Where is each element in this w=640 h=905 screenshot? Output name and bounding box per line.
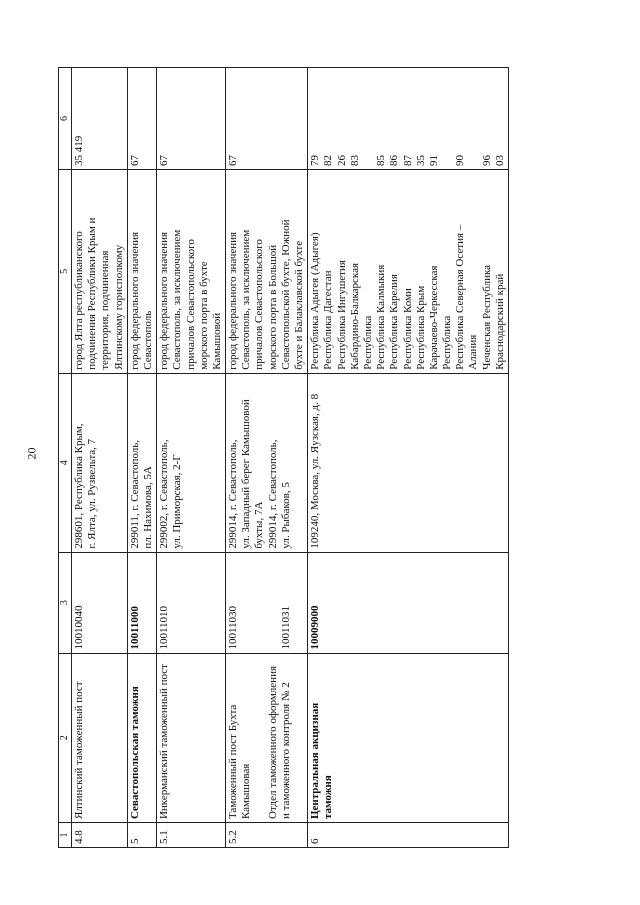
- cell-line: [362, 71, 375, 166]
- row-number-cell: 5.2: [226, 823, 308, 848]
- cell-line: таможня: [322, 775, 335, 820]
- cell-line: 299014, г. Севастополь,: [266, 439, 279, 549]
- cell-line: подчинения Республики Крым и: [86, 217, 99, 370]
- row-number-cell: 4.8: [72, 823, 128, 848]
- header-cell: 2: [59, 653, 72, 823]
- header-row: [59, 68, 72, 848]
- customs-code-cell: [127, 552, 156, 653]
- cell-line: морского порта в Большой: [266, 244, 279, 370]
- cell-line: Севастополь, за исключением: [171, 229, 184, 370]
- cell-line: Республика Северная Осетия –: [454, 224, 467, 370]
- cell-line: город Ялта республиканского: [73, 231, 85, 370]
- cell-line: 79: [309, 154, 322, 166]
- header-cell: 1: [59, 823, 72, 848]
- oktmo-code-cell: [157, 68, 226, 170]
- row-number-cell: 5: [127, 823, 156, 848]
- rotated-table-container: [58, 67, 579, 848]
- cell-line: Краснодарский край: [493, 273, 506, 370]
- region-cell: [72, 169, 128, 373]
- cell-line: Отдел таможенного оформления: [266, 665, 279, 820]
- cell-line: Карачаево-Черкесская: [427, 265, 440, 370]
- cell-line: [253, 657, 266, 820]
- cell-line: 67: [158, 154, 171, 166]
- cell-line: причалов Севастопольского: [253, 239, 266, 370]
- oktmo-code-cell: [308, 68, 509, 170]
- customs-code-cell: [308, 552, 509, 653]
- cell-line: Инкерманский таможенный пост: [158, 664, 171, 820]
- cell-line: Кабардино-Балкарская: [348, 262, 361, 370]
- cell-line: Севастополь: [141, 310, 154, 370]
- cell-line: [267, 556, 280, 650]
- cell-line: Республика Адыгея (Адыгея): [309, 232, 322, 370]
- customs-code-cell: [157, 552, 226, 653]
- cell-line: 299011, г. Севастополь,: [128, 439, 141, 549]
- cell-line: [240, 556, 253, 650]
- cell-line: 87: [401, 154, 414, 166]
- address-cell: [72, 373, 128, 552]
- cell-line: 03: [493, 154, 506, 166]
- cell-line: 298601, Республика Крым,: [73, 423, 85, 549]
- page-number: 20: [24, 447, 39, 460]
- customs-code-cell: [72, 552, 128, 653]
- oktmo-code-cell: [72, 68, 128, 170]
- header-cell: 5: [59, 169, 72, 373]
- header-cell: 6: [59, 68, 72, 170]
- cell-line: бухты, 7А: [253, 501, 266, 549]
- cell-line: 10011010: [158, 605, 171, 650]
- oktmo-code-cell: [127, 68, 156, 170]
- cell-line: Республика Ингушетия: [335, 260, 348, 370]
- cell-line: Республика: [361, 315, 374, 370]
- cell-line: ул. Рыбаков, 5: [279, 482, 292, 549]
- address-cell: [226, 373, 308, 552]
- cell-line: 109240, Москва, ул. Яузская, д. 8: [309, 393, 322, 549]
- cell-line: город федерального значения: [158, 231, 171, 370]
- cell-line: 85: [375, 154, 388, 166]
- table-row: [157, 68, 226, 848]
- cell-line: Республика: [441, 315, 454, 370]
- cell-line: Республика Карелия: [388, 274, 401, 370]
- cell-line: 10010040: [73, 605, 85, 650]
- customs-name-cell: [226, 653, 308, 823]
- cell-line: 299014, г. Севастополь,: [227, 439, 240, 549]
- customs-table: [58, 67, 509, 848]
- cell-line: 96: [480, 154, 493, 166]
- cell-line: 67: [128, 154, 141, 166]
- cell-line: Республика Коми: [401, 288, 414, 370]
- header-cell: 4: [59, 373, 72, 552]
- cell-line: Алания: [467, 334, 480, 370]
- cell-line: причалов Севастопольского: [184, 239, 197, 370]
- customs-name-cell: [127, 653, 156, 823]
- cell-line: Ялтинскому горисполкому: [112, 244, 125, 370]
- cell-line: Севастопольской бухте, Южной: [279, 219, 292, 370]
- cell-line: Севастопольская таможня: [128, 686, 141, 820]
- address-cell: [308, 373, 509, 552]
- cell-line: 86: [388, 154, 401, 166]
- cell-line: Севастополь, за исключением: [240, 229, 253, 370]
- cell-line: и таможенного контроля № 2: [279, 682, 292, 820]
- cell-line: [441, 71, 454, 166]
- address-cell: [127, 373, 156, 552]
- cell-line: г. Ялта, ул. Рузвельта, 7: [86, 438, 99, 549]
- cell-line: 10011031: [279, 605, 292, 650]
- table-row: [72, 68, 128, 848]
- cell-line: ул. Приморская, 2-Г: [171, 454, 184, 549]
- cell-line: 35: [414, 154, 427, 166]
- table-row: [127, 68, 156, 848]
- cell-line: Камышовой: [210, 312, 223, 370]
- cell-line: территория, подчиненная: [99, 250, 112, 370]
- customs-name-cell: [72, 653, 128, 823]
- table-row: [226, 68, 308, 848]
- row-number-cell: 6: [308, 823, 509, 848]
- cell-line: Таможенный пост Бухта: [227, 704, 240, 820]
- cell-line: Чеченская Республика: [480, 264, 493, 370]
- address-cell: [157, 373, 226, 552]
- cell-line: Камышовая: [240, 763, 253, 820]
- cell-line: город федерального значения: [227, 231, 240, 370]
- cell-line: Центральная акцизная: [309, 702, 322, 820]
- cell-line: 91: [427, 154, 440, 166]
- cell-line: бухте и Балаклавской бухте: [293, 240, 305, 370]
- oktmo-code-cell: [226, 68, 308, 170]
- region-cell: [157, 169, 226, 373]
- cell-line: 10011030: [227, 605, 240, 650]
- cell-line: город федерального значения: [128, 231, 141, 370]
- cell-line: морского порта в бухте: [197, 261, 210, 370]
- cell-line: 90: [454, 154, 467, 166]
- row-number-cell: 5.1: [157, 823, 226, 848]
- cell-line: ул. Западный берег Камышовой: [240, 399, 253, 549]
- cell-line: [467, 71, 480, 166]
- cell-line: 10009000: [309, 605, 322, 650]
- cell-line: 26: [335, 154, 348, 166]
- cell-line: пл. Нахимова, 5А: [141, 466, 154, 549]
- cell-line: 67: [227, 154, 240, 166]
- cell-line: Республика Крым: [414, 285, 427, 370]
- cell-line: Ялтинский таможенный пост: [73, 681, 85, 820]
- cell-line: 299002, г. Севастополь,: [158, 439, 171, 549]
- customs-name-cell: [157, 653, 226, 823]
- table-row: [308, 68, 509, 848]
- customs-name-cell: [308, 653, 509, 823]
- header-cell: 3: [59, 552, 72, 653]
- cell-line: Республика Калмыкия: [375, 264, 388, 370]
- region-cell: [127, 169, 156, 373]
- customs-code-cell: [226, 552, 308, 653]
- cell-line: 82: [322, 154, 335, 166]
- region-cell: [308, 169, 509, 373]
- cell-line: [253, 556, 266, 650]
- cell-line: 83: [348, 154, 361, 166]
- region-cell: [226, 169, 308, 373]
- cell-line: 35 419: [73, 135, 85, 166]
- cell-line: Республика Дагестан: [322, 270, 335, 370]
- cell-line: 10011000: [128, 606, 141, 650]
